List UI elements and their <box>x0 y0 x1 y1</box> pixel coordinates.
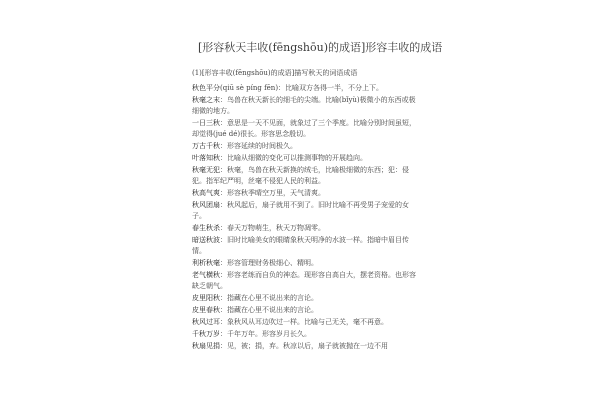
idiom-separator: ： <box>220 189 227 197</box>
idiom-separator: ： <box>220 318 227 326</box>
idiom-entry <box>192 153 416 164</box>
idiom-separator: ： <box>220 236 227 244</box>
idiom-entry <box>192 317 416 328</box>
idiom-definition: 形容延续的时间极久。 <box>227 142 297 150</box>
intro-heading: (1)[形容丰收(fēngshōu)的成语]描写秋天的词语成语 <box>192 69 358 77</box>
idiom-term: 秋扇见捐 <box>192 342 220 350</box>
idiom-separator: ： <box>220 96 227 104</box>
idiom-term: 万古千秋 <box>192 142 220 150</box>
idiom-definition: 意思是一天不见面，就象过了三个季度。比喻分别时间虽短，却觉得(jué dé)很长。形容思念殷切。 <box>192 119 416 138</box>
idiom-entry <box>192 141 416 152</box>
idiom-entry <box>192 258 416 269</box>
page-title: [形容秋天丰收(fēngshōu)的成语]形容丰收的成语 <box>198 41 443 54</box>
idiom-separator: ： <box>220 224 227 232</box>
idiom-entry <box>192 83 416 94</box>
idiom-term: 一日三秋 <box>192 119 220 127</box>
idiom-entry <box>192 188 416 199</box>
idiom-definition: 见，被；捐，弃。秋凉以后，扇子就被抛在一边不用 <box>227 342 388 350</box>
idiom-definition: 秋毫，鸟兽在秋天新换的绒毛，比喻极细微的东西；犯：侵犯。指军纪严明，丝毫不侵犯人民的利益。 <box>192 166 409 185</box>
idiom-term: 老气横秋 <box>192 271 220 279</box>
idiom-term: 叶落知秋 <box>192 154 220 162</box>
idiom-term: 千秋万岁 <box>192 330 220 338</box>
idiom-entry <box>192 329 416 340</box>
idiom-separator: ： <box>220 306 227 314</box>
idiom-separator: ： <box>220 271 227 279</box>
idiom-definition: (qiū sè píng fēn)：比喻双方各得一半，不分上下。 <box>220 84 384 92</box>
idiom-term: 秋色平分 <box>192 84 220 92</box>
idiom-entry <box>192 235 416 257</box>
idiom-term: 秋毫无犯 <box>192 166 220 174</box>
idiom-entry <box>192 118 416 140</box>
idiom-separator: ： <box>220 201 227 209</box>
idiom-term: 皮里春秋 <box>192 306 220 314</box>
idiom-definition: 千年万年。形容岁月长久。 <box>227 330 311 338</box>
idiom-term: 秋风团扇 <box>192 201 220 209</box>
idiom-definition: 旧时比喻美女的眼睛象秋天明净的水波一样。指暗中眉目传情。 <box>192 236 409 255</box>
idiom-definition: 形容管理财务极细心、精明。 <box>227 259 318 267</box>
idiom-definition: 春天万物萌生，秋天万物凋零。 <box>227 224 325 232</box>
idiom-term: 皮里阳秋 <box>192 294 220 302</box>
idiom-separator: ： <box>220 142 227 150</box>
idiom-term: 秋高气爽 <box>192 189 220 197</box>
idiom-term: 春生秋杀 <box>192 224 220 232</box>
idiom-definition: 形容秋季晴空万里，天气清爽。 <box>227 189 325 197</box>
idiom-entry <box>192 200 416 222</box>
idiom-separator: ： <box>220 154 227 162</box>
idiom-entry <box>192 95 416 117</box>
idiom-definition: 指藏在心里不说出来的言论。 <box>227 294 318 302</box>
idiom-entry <box>192 270 416 292</box>
idiom-entry <box>192 341 416 352</box>
idiom-entry <box>192 293 416 304</box>
idiom-separator: ： <box>220 259 227 267</box>
idiom-definition: 象秋风从耳边吹过一样。比喻与己无关，毫不再意。 <box>227 318 388 326</box>
idiom-term: 暗送秋波 <box>192 236 220 244</box>
idiom-entry <box>192 165 416 187</box>
idiom-separator: ： <box>220 166 227 174</box>
idiom-term: 利析秋毫 <box>192 259 220 267</box>
idiom-entry <box>192 223 416 234</box>
idiom-term: 秋风过耳 <box>192 318 220 326</box>
idiom-definition: 鸟兽在秋天新长的细毛的尖端。比喻(bǐyù)极微小的东西或极细微的地方。 <box>192 96 416 115</box>
idiom-entry <box>192 305 416 316</box>
idiom-separator: ： <box>220 119 227 127</box>
idiom-definition: 秋风起后，扇子就用不到了。旧时比喻不再受男子宠爱的女子。 <box>192 201 409 220</box>
idiom-list <box>192 83 416 352</box>
idiom-term: 秋毫之末 <box>192 96 220 104</box>
idiom-separator: ： <box>220 342 227 350</box>
idiom-definition: 指藏在心里不说出来的言论。 <box>227 306 318 314</box>
idiom-definition: 比喻从细微的变化可以推测事物的开展趋向。 <box>227 154 367 162</box>
idiom-definition: 形容老练而自负的神态。现形容自高自大，摆老资格。也形容缺乏朝气。 <box>192 271 416 290</box>
idiom-separator: ： <box>220 294 227 302</box>
idiom-separator: ： <box>220 330 227 338</box>
article-body <box>192 68 416 353</box>
